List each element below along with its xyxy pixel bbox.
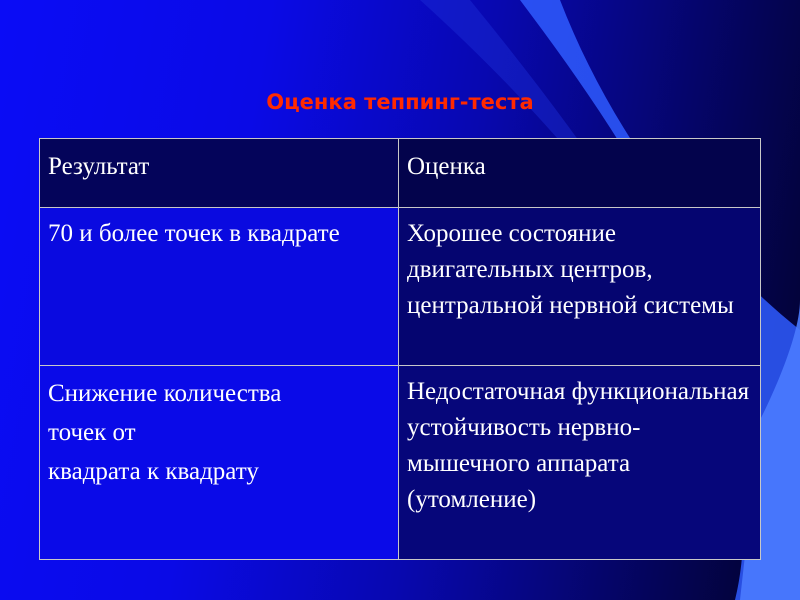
evaluation-table <box>39 138 761 560</box>
cell-result-line: Снижение количества <box>48 380 282 407</box>
slide-title: Оценка теппинг-теста <box>266 90 534 114</box>
cell-result: 70 и более точек в квадрате <box>40 208 399 366</box>
table-row <box>40 208 761 366</box>
cell-result-line: квадрата к квадрату <box>48 458 259 485</box>
cell-evaluation: Хорошее состояние двигательных центров, центральной нервной системы <box>399 208 761 366</box>
table-header-row <box>40 139 761 208</box>
cell-result <box>40 366 399 560</box>
table-row <box>40 366 761 560</box>
cell-evaluation: Недостаточная функциональная устойчивость нервно-мышечного аппарата (утомление) <box>399 366 761 560</box>
header-evaluation: Оценка <box>399 139 761 208</box>
header-result: Результат <box>40 139 399 208</box>
cell-result-line: точек от <box>48 419 136 446</box>
